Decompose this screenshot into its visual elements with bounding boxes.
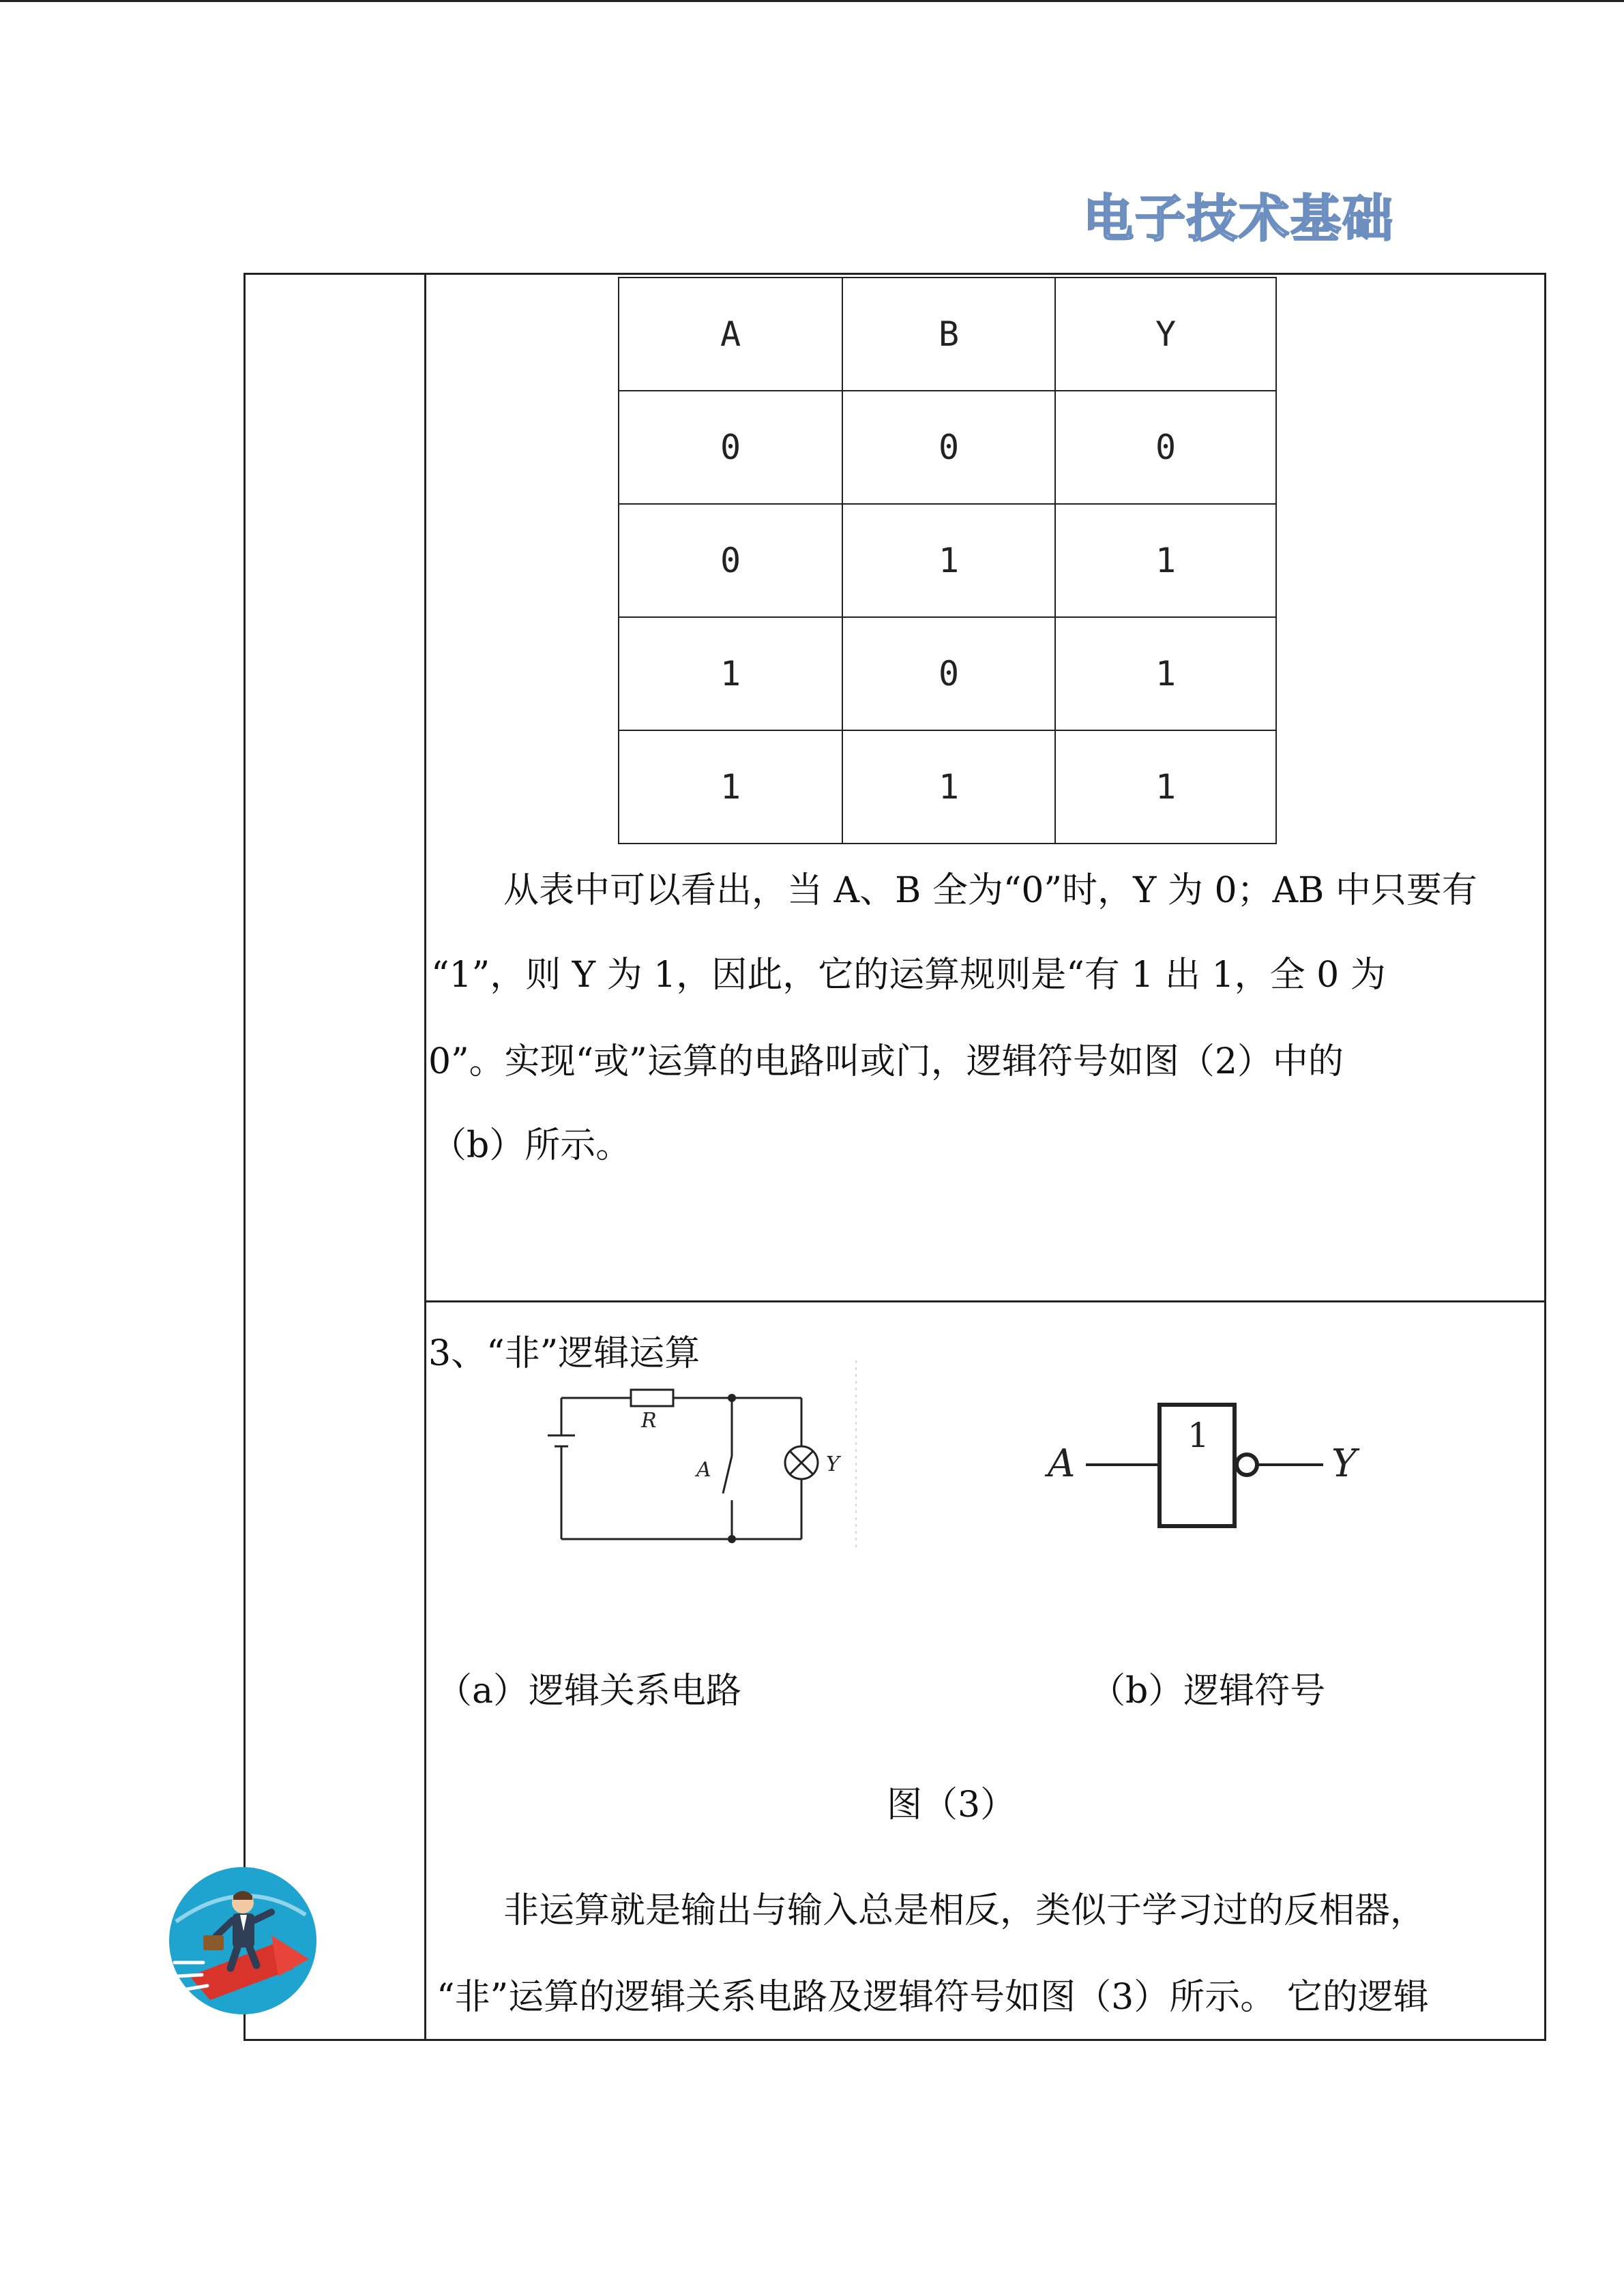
gate-input-label: A [1048,1442,1076,1486]
figure-caption: 图（3） [887,1785,1016,1825]
table-cell: 0 [619,504,842,617]
table-header-row [619,278,1276,391]
column-divider [424,273,426,2041]
table-row [619,391,1276,504]
table-cell: 1 [619,617,842,730]
row-divider [424,1300,1546,1302]
resistor-label: R [641,1409,657,1433]
gate-function-label: 1 [1187,1416,1209,1455]
not-section-heading: 3、“非”逻辑运算 [428,1333,700,1374]
businessman-mascot-icon [162,1860,319,2017]
table-header-cell: B [842,278,1055,391]
not-logic-circuit-diagram [529,1360,870,1555]
table-cell: 1 [619,730,842,844]
table-cell: 1 [1055,504,1276,617]
page-top-rule [0,0,1624,2]
truth-table [618,277,1277,844]
not-gate-symbol [1023,1384,1378,1534]
switch-label: A [696,1458,711,1482]
or-paragraph-line: “1”，则 Y 为 1，因此，它的运算规则是“有 1 出 1，全 0 为 [431,955,1386,996]
table-row [619,730,1276,844]
table-header-cell: A [619,278,842,391]
or-paragraph-line: 从表中可以看出，当 A、B 全为“0”时，Y 为 0；AB 中只要有 [503,870,1477,911]
lamp-label: Y [826,1452,840,1476]
table-row [619,504,1276,617]
inversion-bubble [1237,1455,1257,1475]
not-paragraph-line: 非运算就是输出与输入总是相反，类似于学习过的反相器， [503,1890,1426,1931]
table-cell: 1 [1055,617,1276,730]
table-cell: 1 [842,504,1055,617]
or-paragraph-line: （b）所示。 [431,1125,632,1166]
header-title: 电子技术基础 [1083,190,1394,248]
or-paragraph-line: 0”。实现“或”运算的电路叫或门，逻辑符号如图（2）中的 [428,1041,1344,1082]
table-cell: 0 [1055,391,1276,504]
table-cell: 1 [842,730,1055,844]
resistor-symbol [631,1390,673,1406]
table-header-cell: Y [1055,278,1276,391]
table-cell: 0 [619,391,842,504]
table-cell: 1 [1055,730,1276,844]
table-cell: 0 [842,617,1055,730]
not-paragraph-line: “非”运算的逻辑关系电路及逻辑符号如图（3）所示。 它的逻辑 [437,1977,1429,2018]
table-cell: 0 [842,391,1055,504]
caption-logic-symbol: （b）逻辑符号 [1090,1671,1326,1712]
caption-logic-circuit: （a）逻辑关系电路 [437,1671,742,1712]
table-row [619,617,1276,730]
gate-output-label: Y [1331,1442,1357,1486]
